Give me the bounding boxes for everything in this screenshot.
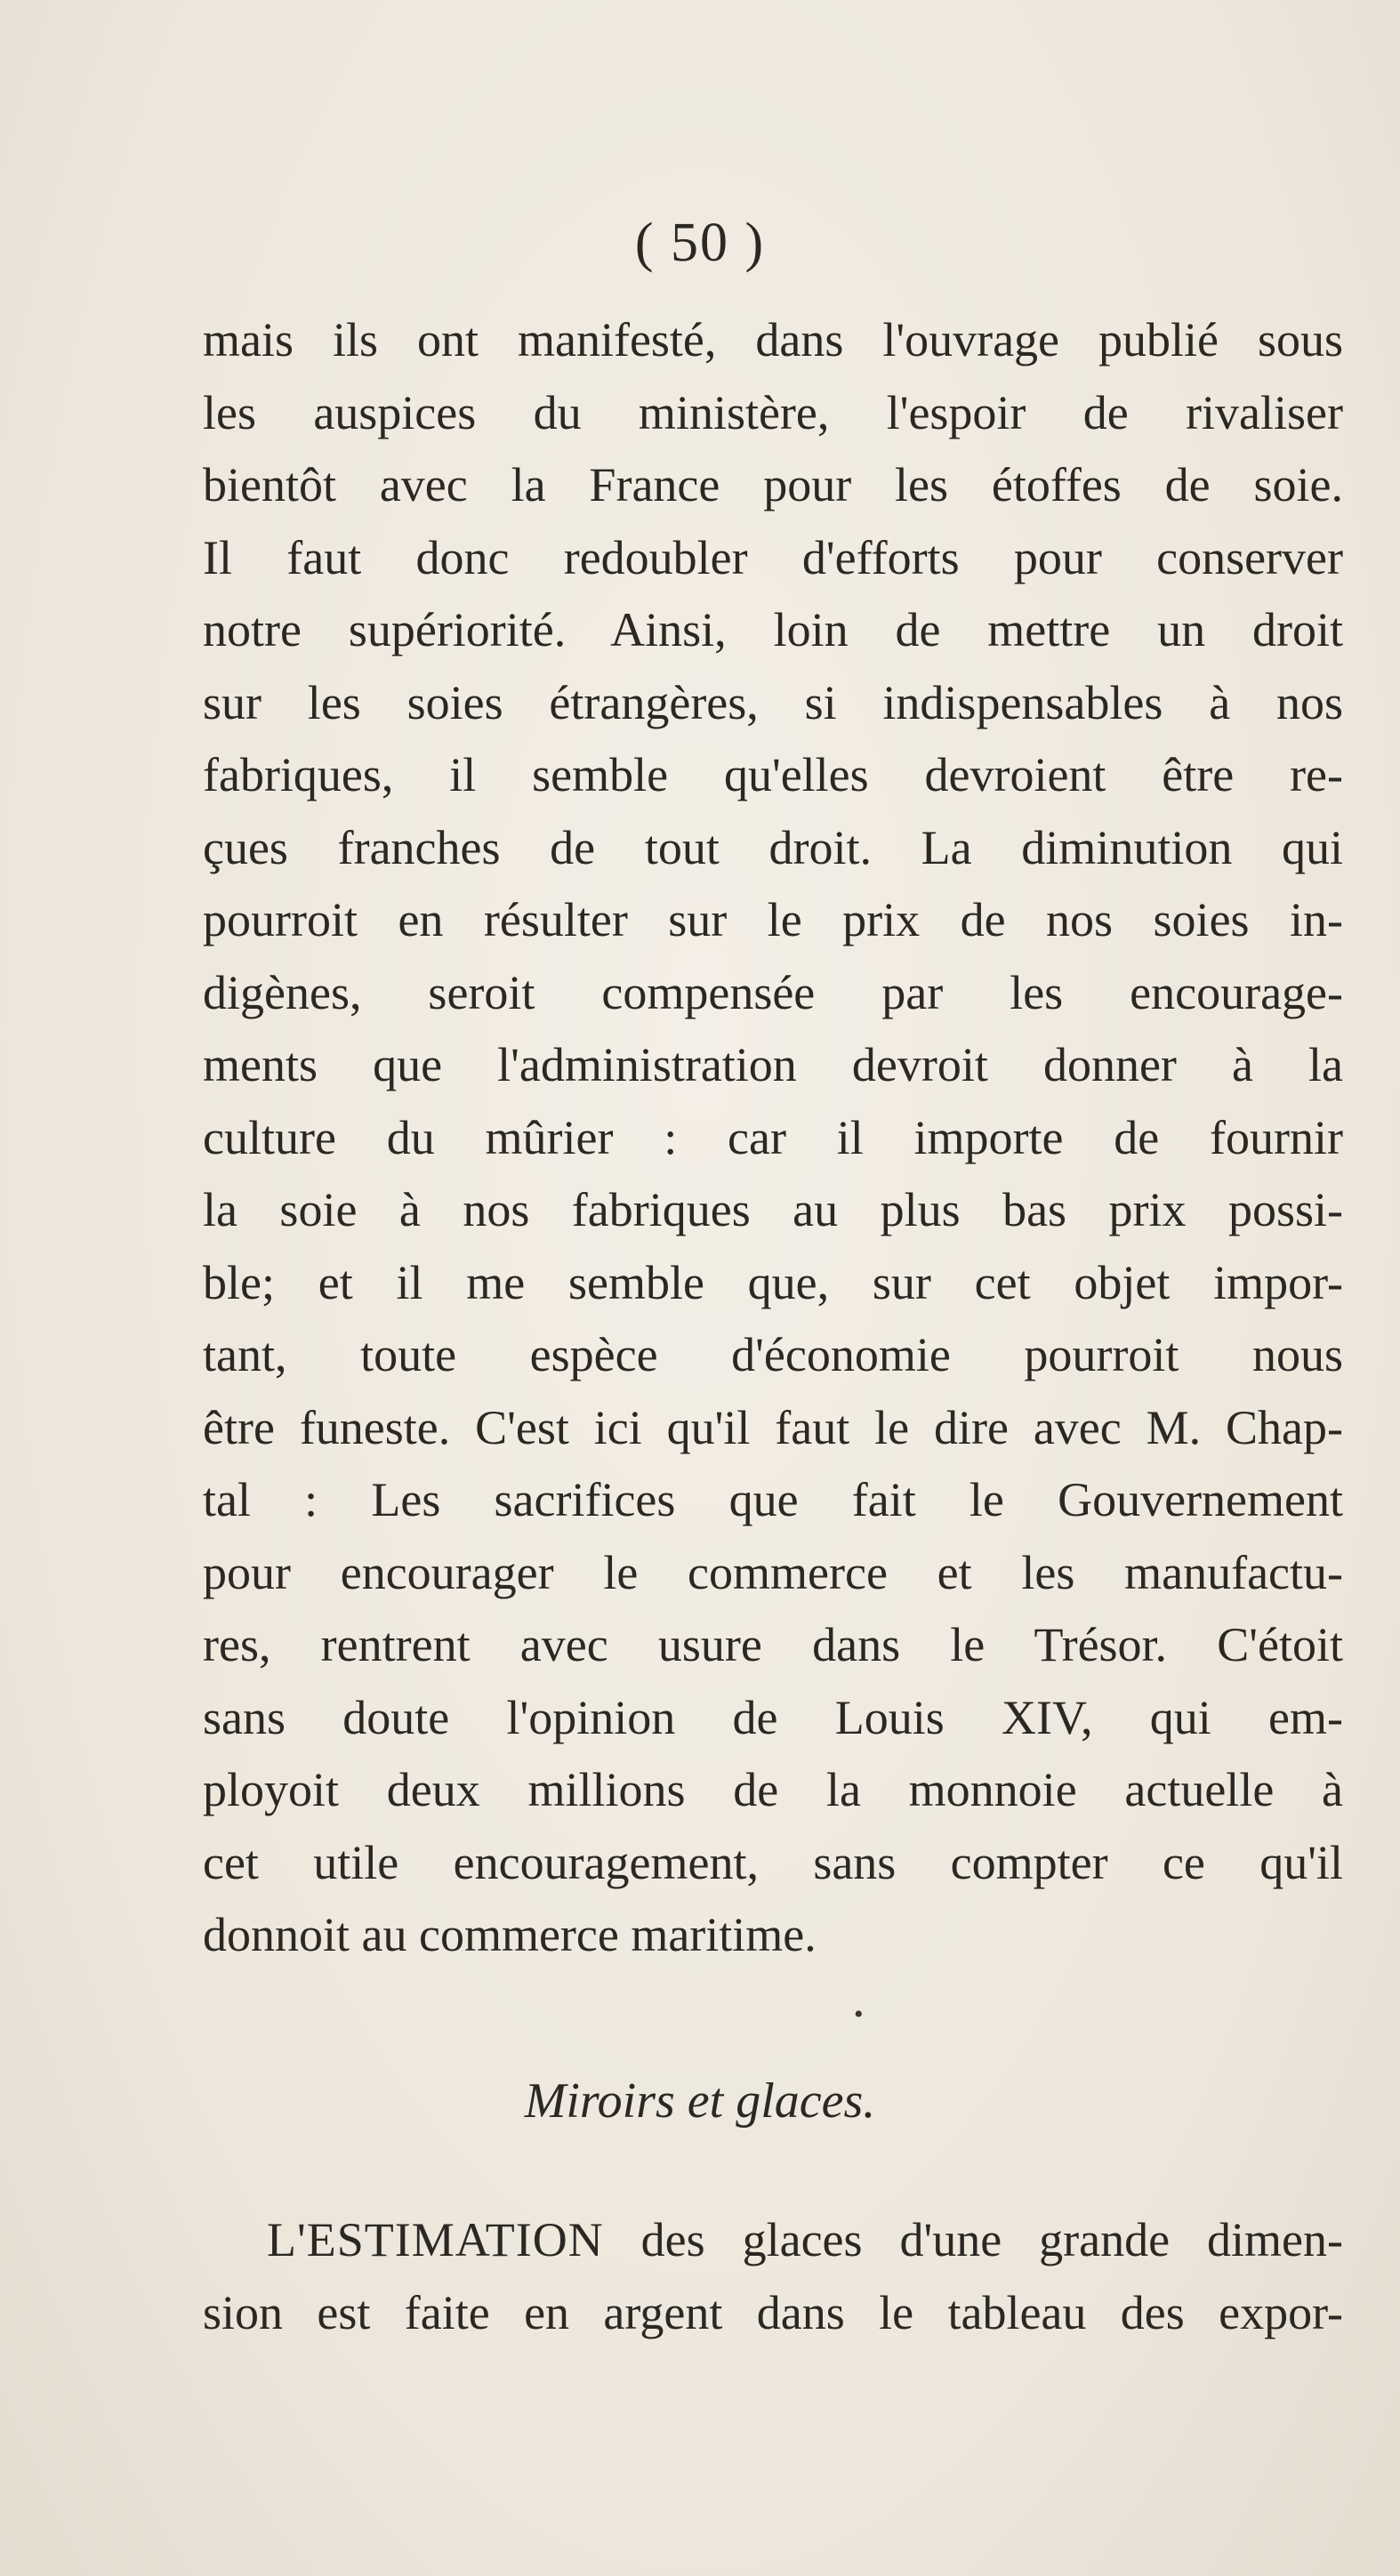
text-line: çues franches de tout droit. La diminution qui — [203, 820, 1343, 874]
text-line: ployoit deux millions de la monnoie actuelle à — [203, 1763, 1343, 1816]
text-line: donnoit au commerce maritime. — [203, 1908, 817, 1961]
text-line: la soie à nos fabriques au plus bas prix possi- — [203, 1183, 1343, 1236]
text-line: digènes, seroit compensée par les encourage- — [203, 965, 1343, 1019]
text-line: tal : Les sacrifices que fait le Gouvernement — [203, 1473, 1343, 1526]
text-line: cet utile encouragement, sans compter ce qu'il — [203, 1835, 1343, 1889]
text-line: pourroit en résulter sur le prix de nos soies in- — [203, 893, 1343, 946]
section-heading: Miroirs et glaces. — [524, 2073, 876, 2129]
page-number: ( 50 ) — [634, 213, 766, 273]
text-line: notre supériorité. Ainsi, loin de mettre un droit — [203, 603, 1343, 656]
body-paragraph — [203, 304, 1343, 1972]
ornament-mark: • — [854, 2000, 864, 2029]
text-line: res, rentrent avec usure dans le Trésor. C'étoit — [203, 1618, 1343, 1671]
text-line: sans doute l'opinion de Louis XIV, qui em- — [203, 1690, 1343, 1744]
text-line: fabriques, il semble qu'elles devroient être re- — [203, 748, 1343, 801]
text-line: mais ils ont manifesté, dans l'ouvrage publié sous — [203, 313, 1343, 366]
text-line — [267, 2204, 1343, 2277]
text-line: bientôt avec la France pour les étoffes de soie. — [203, 458, 1343, 511]
text-line: ble; et il me semble que, sur cet objet impor- — [203, 1255, 1343, 1309]
text-line: les auspices du ministère, l'espoir de rivaliser — [203, 385, 1343, 439]
section-paragraph-cont — [203, 2277, 1343, 2350]
text-line: être funeste. C'est ici qu'il faut le dire avec M. Chap- — [203, 1400, 1343, 1454]
section-paragraph — [267, 2204, 1343, 2277]
text-line: sion est faite en argent dans le tableau des expor- — [203, 2286, 1343, 2339]
drop-word: L'ESTIMATION — [267, 2213, 604, 2266]
text-line: pour encourager le commerce et les manufactu- — [203, 1545, 1343, 1599]
text-line: culture du mûrier : car il importe de fournir — [203, 1110, 1343, 1164]
text-line: tant, toute espèce d'économie pourroit nous — [203, 1328, 1343, 1381]
text-line: Il faut donc redoubler d'efforts pour conserver — [203, 530, 1343, 584]
text-line: ments que l'administration devroit donner à la — [203, 1038, 1343, 1091]
text-line: sur les soies étrangères, si indispensables à nos — [203, 675, 1343, 729]
text-line-rest: des glaces d'une grande dimen- — [603, 2213, 1343, 2266]
